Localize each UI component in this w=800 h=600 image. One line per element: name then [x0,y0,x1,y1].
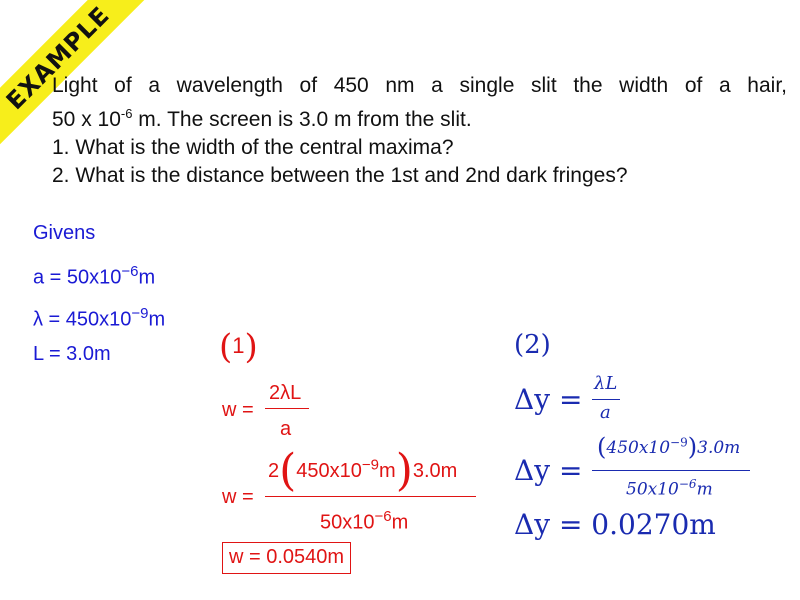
part2-f2-den-exponent: −6 [678,477,697,491]
given-lambda-exponent: −9 [131,305,149,322]
part1-f2-unit: m [379,460,396,482]
part1-f2-wavelength: 450x10 [296,460,362,482]
part2-f2-den-value: 50x10 [626,479,679,500]
part2-f1-numerator: λL [594,373,618,394]
part1-label-number: 1 [232,332,245,358]
part1-w-eq-1: w = [222,399,254,421]
part1-f2-den-exponent: −6 [374,508,392,525]
part2-f2-den-unit: m [696,479,713,500]
problem-line-1: Light of a wavelength of 450 nm a single slit the width of a hair, [52,74,787,97]
problem-line-2-exponent: -6 [120,106,133,121]
part2-f2-close-paren: ) [687,433,698,461]
part2-dy-label-1: Δy = [514,383,583,416]
given-lambda-value: λ = 450x10 [33,308,132,331]
example-banner-label: EXAMPLE [0,0,150,150]
question-1: 1. What is the width of the central maxima? [52,136,454,159]
part1-f1-denominator: a [280,418,292,440]
part1-f2-open-paren: ( [279,445,297,496]
part1-f2-close-paren: ) [395,445,413,496]
given-lambda [33,305,165,332]
given-L: L = 3.0m [33,343,111,365]
part1-f2-den-value: 50x10 [320,511,375,534]
part1-answer-box: w = 0.0540m [222,542,351,574]
part1-label-open: ( [219,327,233,367]
part2-dy-label-2: Δy = [514,454,583,487]
part1-f1-bar [265,408,309,409]
problem-line-2-pre: 50 x 10 [52,108,121,131]
part2-f2-bar [592,470,750,471]
question-2: 2. What is the distance between the 1st and 2nd dark fringes? [52,164,628,187]
given-a [33,263,155,290]
part1-w-eq-2: w = [222,486,254,508]
part2-f2-length: 3.0m [697,438,741,458]
part1-label [219,327,258,367]
part2-f2-denominator [626,477,713,500]
part2-answer: Δy = 0.0270m [514,508,716,541]
part2-f2-numerator [597,433,740,461]
part1-f2-denominator [320,508,408,535]
part2-f2-wavelength: 450x10 [606,438,671,458]
given-a-exponent: −6 [121,263,139,280]
part1-f1-numerator: 2λL [269,382,302,404]
part1-f2-exponent: −9 [361,456,380,474]
part2-dy-eq-2 [514,454,582,487]
problem-line-2-post: m. The screen is 3.0 m from the slit. [132,108,472,131]
problem-statement [52,72,787,190]
part2-label: (2) [514,330,551,360]
given-a-unit: m [138,266,156,289]
part1-f2-length: 3.0m [412,460,458,482]
given-a-value: a = 50x10 [33,266,122,289]
problem-line-2 [52,100,787,134]
part1-f2-bar [265,496,476,497]
part1-f2-numerator [268,445,458,496]
part2-f2-exponent: −9 [670,435,688,450]
givens-heading: Givens [33,222,96,244]
part2-f2-open-paren: ( [597,433,607,461]
part1-f2-den-unit: m [391,511,409,534]
part1-label-close: ) [244,327,258,367]
part2-f1-denominator: a [600,402,611,423]
part2-f1-bar [592,399,620,400]
given-lambda-unit: m [148,308,166,331]
part2-dy-eq-1 [514,383,582,416]
part1-f2-coef: 2 [268,460,280,482]
